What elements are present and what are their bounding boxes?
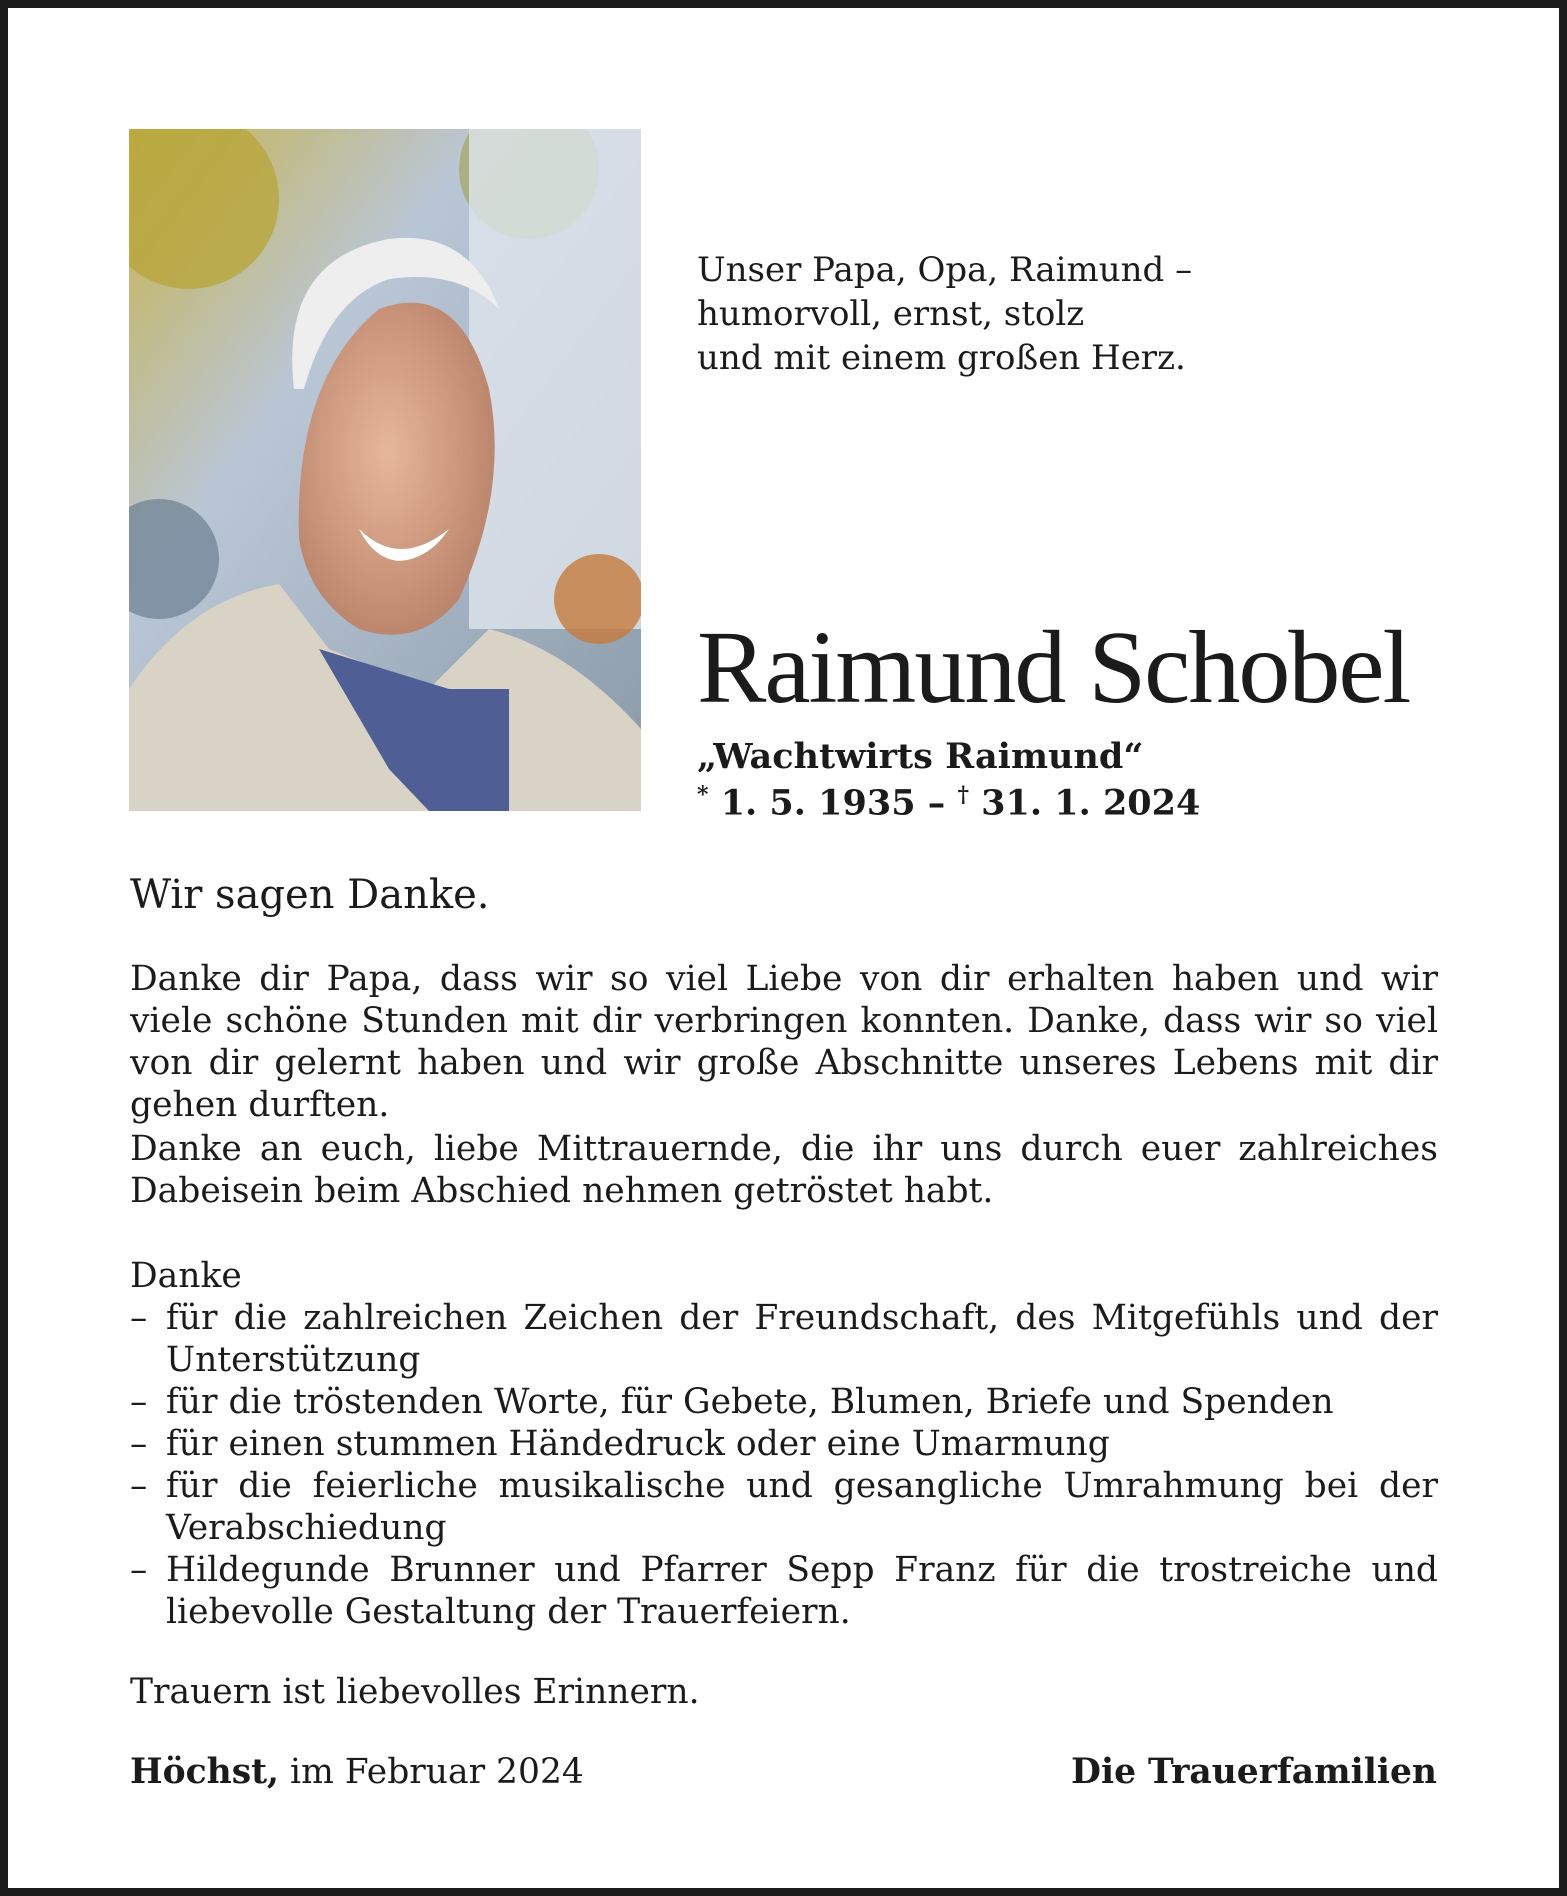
list-item: – für die zahlreichen Zeichen der Freundschaft, des Mitgefühls und der Unterstützung (130, 1298, 1438, 1380)
motto-line: humorvoll, ernst, stolz (697, 294, 1085, 334)
thanks-list (130, 1297, 1438, 1633)
place-date (130, 1752, 584, 1792)
list-item: – für die tröstenden Worte, für Gebete, Blumen, Briefe und Spenden (130, 1382, 1334, 1422)
place: Höchst, (130, 1752, 280, 1792)
thanks-paragraph-2: Danke an euch, liebe Mittrauernde, die ihr uns durch euer zahlreiches Dabeisein beim Abschied nehmen getröstet habt. (130, 1129, 1438, 1211)
motto (697, 248, 1192, 380)
birth-symbol: * (697, 782, 709, 808)
motto-line: Unser Papa, Opa, Raimund – (697, 250, 1193, 290)
closing-line: Trauern ist liebevolles Erinnern. (130, 1672, 700, 1712)
death-date: 31. 1. 2024 (981, 782, 1201, 824)
list-item: – für einen stummen Händedruck oder eine Umarmung (130, 1424, 1110, 1464)
signature: Die Trauerfamilien (1071, 1752, 1437, 1792)
deceased-name: Raimund Schobel (697, 610, 1410, 725)
dash: – (130, 1466, 148, 1506)
deceased-nickname: „Wachtwirts Raimund“ (697, 736, 1144, 777)
list-item: – für die feierliche musikalische und gesangliche Umrahmung bei der Verabschiedung (130, 1466, 1438, 1548)
dash: – (130, 1382, 148, 1422)
birth-date: 1. 5. 1935 (720, 782, 916, 824)
list-intro: Danke (130, 1256, 242, 1296)
dash: – (130, 1550, 148, 1590)
date: im Februar 2024 (279, 1752, 584, 1792)
motto-line: und mit einem großen Herz. (697, 338, 1186, 378)
thanks-heading: Wir sagen Danke. (130, 872, 490, 918)
dash: – (130, 1298, 148, 1338)
portrait-photo (129, 129, 641, 811)
dash: – (130, 1424, 148, 1464)
list-item: – Hildegunde Brunner und Pfarrer Sepp Franz für die trostreiche und liebevolle Gestaltung der Trauerfeiern. (130, 1550, 1438, 1632)
thanks-paragraph-1: Danke dir Papa, dass wir so viel Liebe von dir erhalten haben und wir viele schöne Stunden mit dir verbringen konnten. Danke, dass wir so viel von dir gelernt haben und wir große Abschnitte unseres Lebens mit dir gehen durften. (130, 959, 1438, 1125)
death-symbol: † (957, 782, 969, 808)
life-dates: * 1. 5. 1935 – † 31. 1. 2024 (697, 782, 1201, 824)
